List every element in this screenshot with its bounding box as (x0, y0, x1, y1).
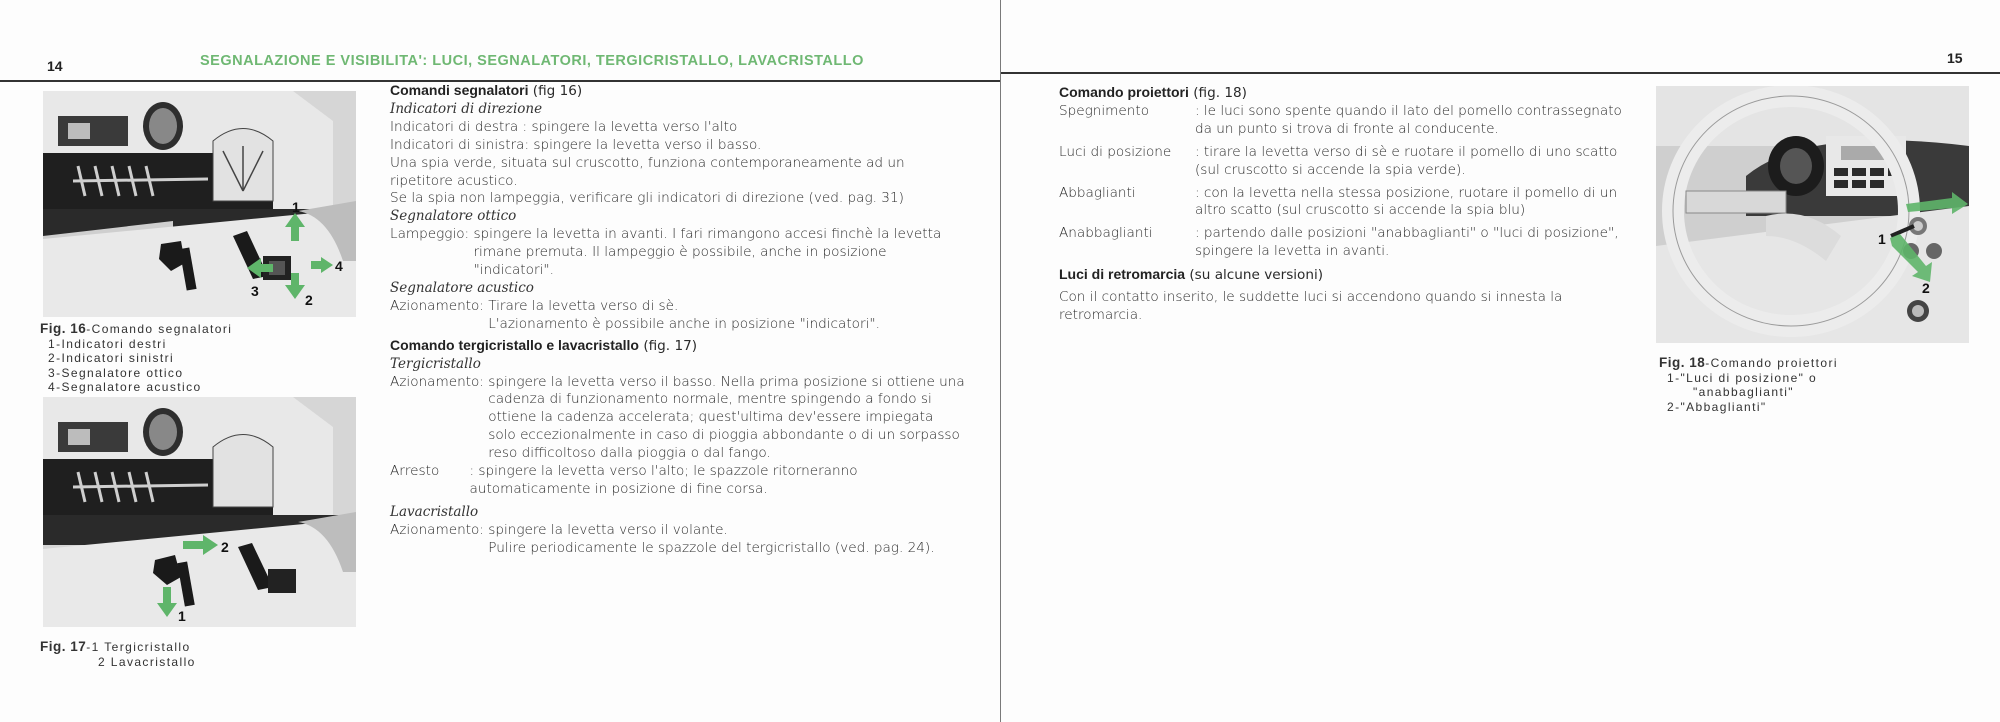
section-tergicristallo-heading: Comando tergicristallo e lavacristallo (fig. 17) (390, 336, 698, 354)
definition-azionamento-lav: Azionamento: spingere la levetta verso il volante. Pulire periodicamente le spazzole del tergicristallo (ved. pag. 24). (390, 521, 935, 556)
fig18-title: -Comando proiettori (1705, 356, 1838, 370)
steering-wheel-illustration (1656, 86, 1969, 343)
subheading-ottico: Segnalatore ottico (390, 208, 517, 225)
fig16-item-4: 4-Segnalatore acustico (48, 380, 202, 394)
fig16-photo (43, 91, 356, 317)
svg-text:2: 2 (1922, 280, 1930, 296)
definition-azionamento-terg: Azionamento: spingere la levetta verso il basso. Nella prima posizione si ottiene una cadenza di funzionamento normale, mentre spingendo a fondo si ottiene la cadenza accelerata; quest'ultima dev'essere impiegata solo eccezionalmente in caso di pioggia abbondante o di un sorpasso reso difficoltoso dalla pioggia o dal fango. (390, 373, 965, 462)
subheading-lavacristallo: Lavacristallo (390, 503, 479, 520)
left-text-column (390, 82, 965, 558)
fig16-caption (40, 322, 232, 395)
fig18-caption (1659, 356, 1838, 414)
fig18-photo (1656, 86, 1969, 343)
definition-spegnimento: Spegnimento : le luci sono spente quando il lato del pomello contrassegnato da un punto si trova di fronte al conducente. (1059, 102, 1622, 137)
subheading-tergicristallo: Tergicristallo (390, 355, 481, 372)
dashboard-illustration (43, 397, 356, 627)
fig17-label: Fig. 17 (40, 639, 87, 654)
svg-text:2: 2 (221, 539, 229, 555)
section-segnalatori-heading: Comandi segnalatori (fig 16) (390, 82, 583, 99)
text-line: Una spia verde, situata sul cruscotto, funziona contemporaneamente ad un ripetitore acustico. (390, 154, 905, 189)
fig16-item-3: 3-Segnalatore ottico (48, 365, 184, 380)
text-line: Se la spia non lampeggia, verificare gli indicatori di direzione (ved. pag. 31) (390, 190, 904, 207)
definition-arresto: Arresto : spingere la levetta verso l'alto; le spazzole ritorneranno automaticamente in posizione di fine corsa. (390, 463, 858, 497)
fig16-item-1: 1-Indicatori destri (48, 336, 167, 351)
section-retromarcia-heading: Luci di retromarcia (su alcune versioni) (1059, 266, 1324, 284)
svg-text:3: 3 (251, 283, 259, 299)
fig17-caption (40, 640, 196, 669)
running-head: SEGNALAZIONE E VISIBILITA': LUCI, SEGNALATORI, TERGICRISTALLO, LAVACRISTALLO (200, 53, 864, 69)
header-rule (1001, 72, 2000, 74)
fig17-item-2: 2 Lavacristallo (98, 654, 196, 669)
definition-anabbaglianti: Anabbaglianti : partendo dalle posizioni "anabbaglianti" o "luci di posizione", spingere la levetta in avanti. (1059, 225, 1619, 260)
retromarcia-text: Con il contatto inserito, le suddette luci si accendono quando si innesta la retromarcia. (1059, 289, 1563, 323)
svg-text:1: 1 (1878, 231, 1886, 247)
definition-lampeggio: Lampeggio: spingere la levetta in avanti. I fari rimangono accesi finchè la levetta rimane premuta. Il lampeggio è possibile, anche in posizione "indicatori". (390, 226, 942, 279)
subheading-acustico: Segnalatore acustico (390, 279, 534, 296)
fig17-title: -1 Tergicristallo (86, 640, 191, 654)
subheading-indicatori: Indicatori di direzione (390, 100, 543, 117)
fig18-item-1a: 1-"Luci di posizione" o (1667, 370, 1818, 385)
definition-azionamento: Azionamento: Tirare la levetta verso di sè. L'azionamento è possibile anche in posizione "indicatori". (390, 297, 880, 332)
page-number: 14 (47, 58, 63, 74)
definition-luci-posizione: Luci di posizione : tirare la levetta verso di sè e ruotare il pomello di uno scatto (sul cruscotto si accende la spia verde). (1059, 143, 1618, 178)
text-line: Indicatori di destra : spingere la levetta verso l'alto (390, 118, 738, 135)
right-text-column (1059, 84, 1629, 325)
fig16-label: Fig. 16 (40, 321, 87, 336)
section-proiettori-heading: Comando proiettori (fig. 18) (1059, 84, 1247, 101)
fig16-title: -Comando segnalatori (86, 322, 233, 336)
svg-text:4: 4 (335, 258, 343, 274)
text-line: Indicatori di sinistra: spingere la levetta verso il basso. (390, 136, 762, 153)
svg-text:1: 1 (292, 199, 300, 215)
definition-abbaglianti: Abbaglianti : con la levetta nella stessa posizione, ruotare il pomello di un altro scatto (sul cruscotto si accende la spia blu) (1059, 184, 1618, 219)
svg-text:2: 2 (305, 292, 313, 308)
fig18-item-1b: "anabbaglianti" (1693, 385, 1794, 399)
svg-text:1: 1 (178, 608, 186, 624)
fig18-item-2: 2-"Abbaglianti" (1667, 399, 1767, 414)
dashboard-illustration (43, 91, 356, 317)
fig17-photo (43, 397, 356, 627)
fig18-label: Fig. 18 (1659, 355, 1706, 370)
page-number: 15 (1947, 50, 1963, 66)
right-page (1001, 0, 2000, 722)
fig16-item-2: 2-Indicatori sinistri (48, 351, 175, 365)
